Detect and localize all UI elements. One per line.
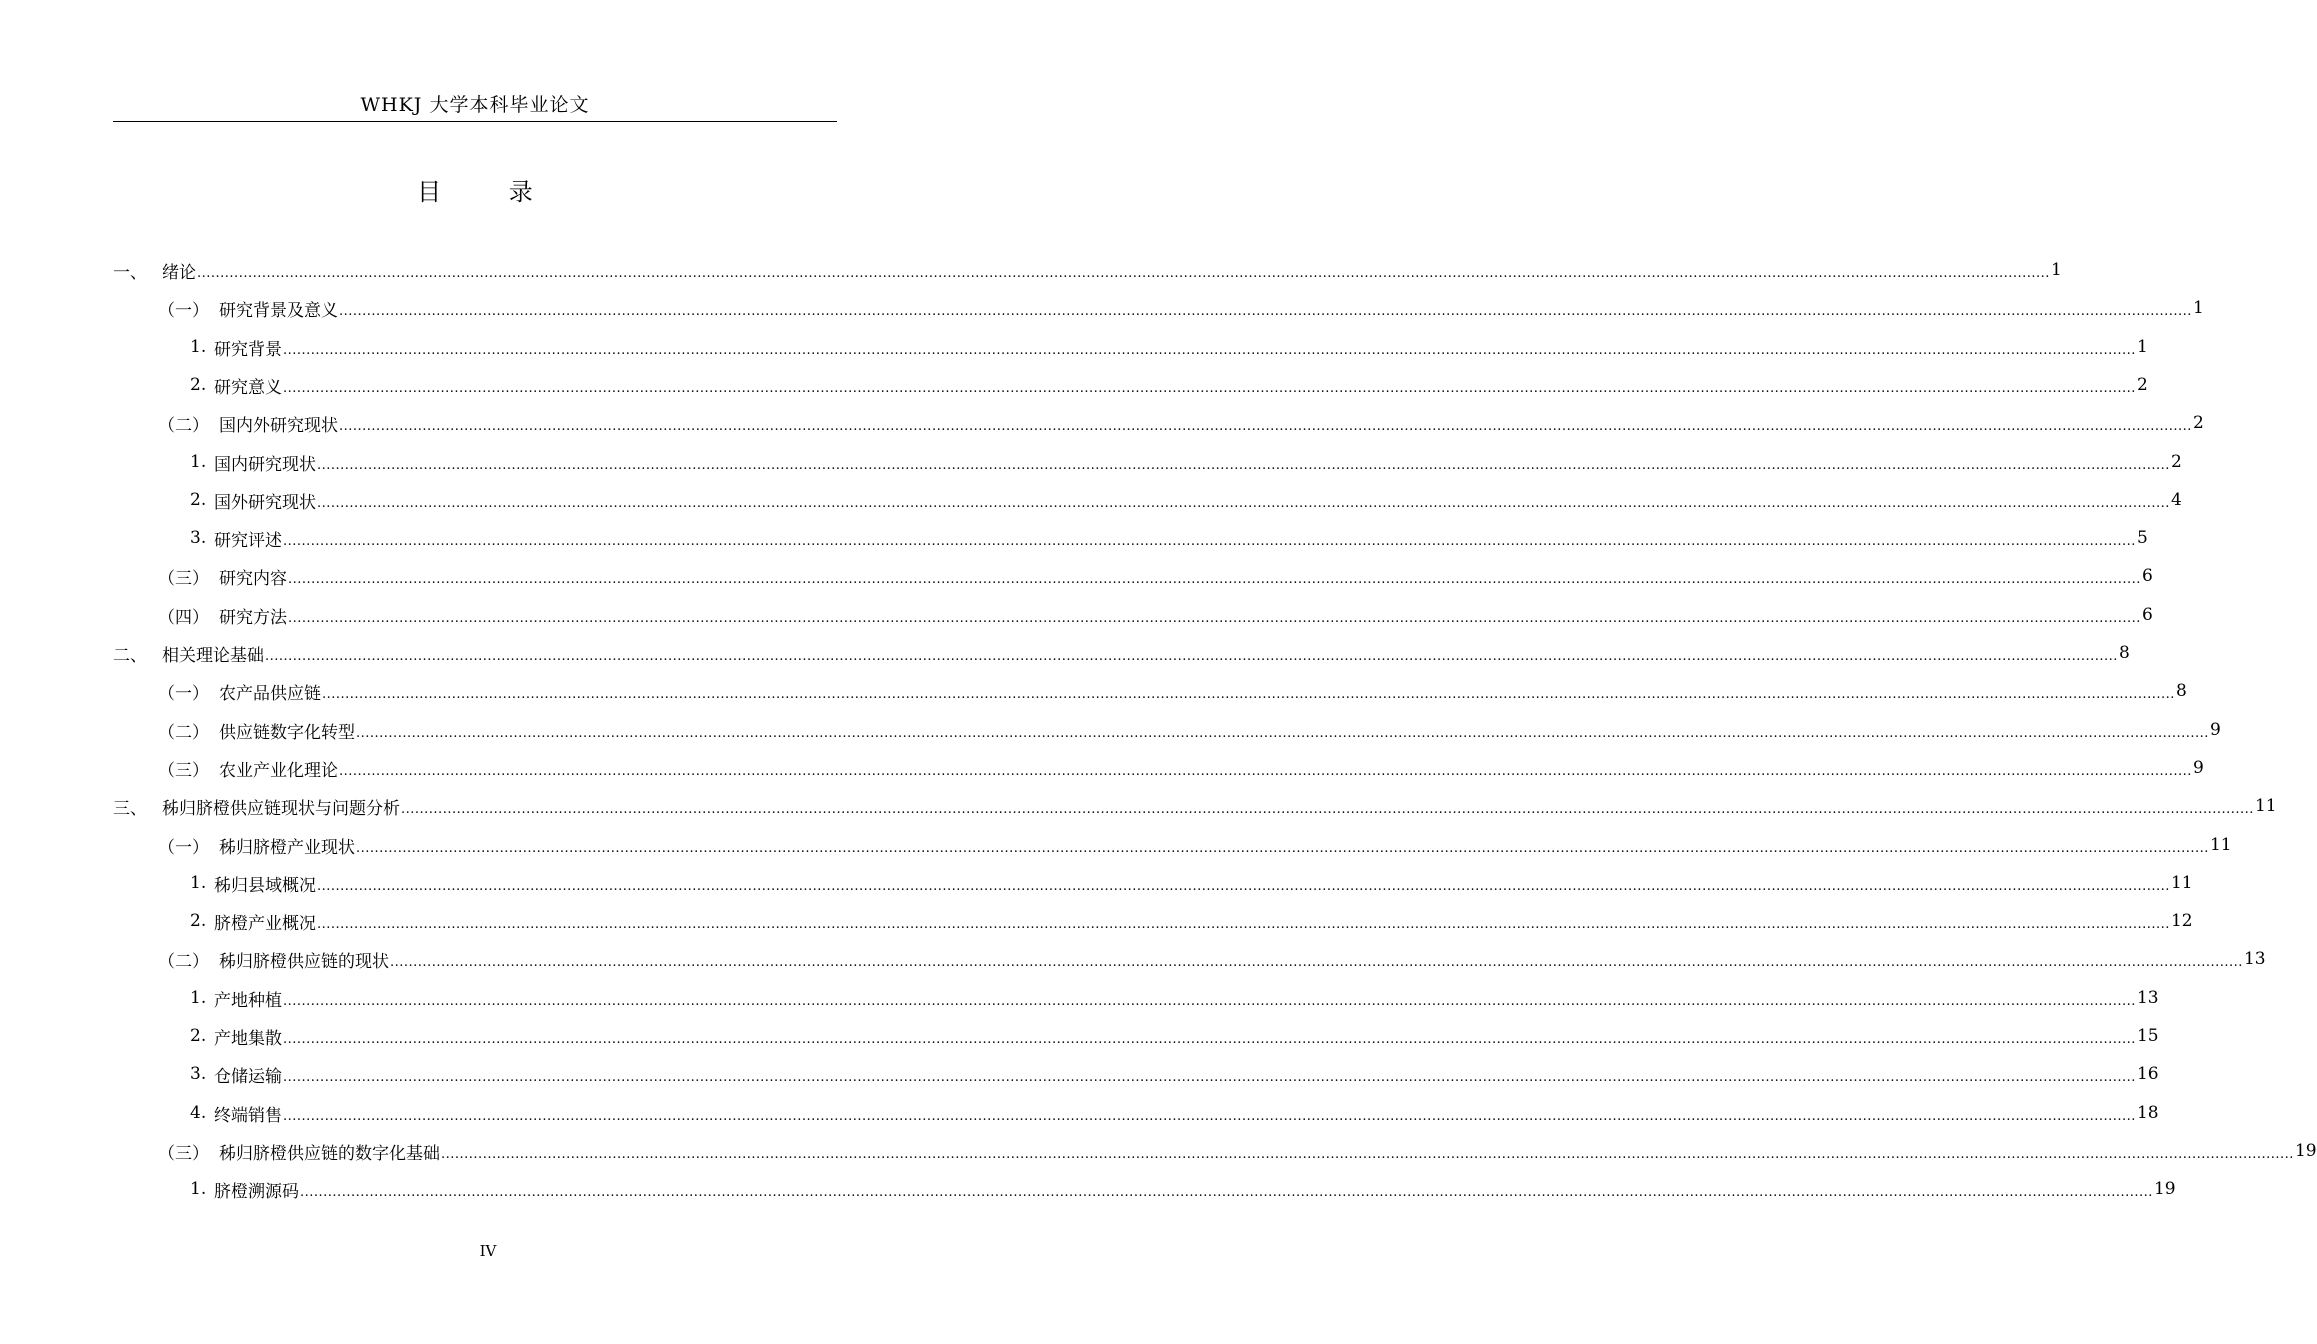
- toc-entry[interactable]: [158, 826, 2232, 864]
- toc-entry-number: 一、: [113, 262, 147, 283]
- toc-entry[interactable]: [113, 251, 2062, 289]
- toc-entry-page: 13: [2136, 988, 2159, 1008]
- toc-entry[interactable]: [158, 749, 2204, 787]
- toc-entry-number: （三）: [158, 568, 209, 589]
- toc-entry[interactable]: [190, 1094, 2159, 1132]
- toc-dot-leader: ................................................................................................................................................................................................................................................................................................................................................................................................................: [283, 993, 2136, 1009]
- toc-entry[interactable]: [158, 557, 2153, 595]
- page-number: IV: [479, 1242, 497, 1260]
- toc-entry[interactable]: [158, 672, 2187, 710]
- toc-entry[interactable]: [158, 711, 2221, 749]
- toc-entry-page: 4: [2170, 490, 2182, 510]
- toc-entry-number: 1.: [190, 873, 207, 893]
- toc-dot-leader: ................................................................................................................................................................................................................................................................................................................................................................................................................: [322, 686, 2175, 702]
- toc-dot-leader: ................................................................................................................................................................................................................................................................................................................................................................................................................: [265, 648, 2118, 664]
- toc-entry[interactable]: [190, 979, 2159, 1017]
- toc-entry-page: 15: [2136, 1026, 2159, 1046]
- toc-entry-page: 1: [2050, 260, 2062, 280]
- toc-entry[interactable]: [158, 404, 2204, 442]
- toc-dot-leader: ................................................................................................................................................................................................................................................................................................................................................................................................................: [283, 533, 2136, 549]
- toc-entry-label: 国内外研究现状: [219, 415, 338, 436]
- toc-entry-label: 国内研究现状: [214, 454, 316, 475]
- toc-entry-label: 终端销售: [214, 1105, 282, 1126]
- toc-entry-number: 4.: [190, 1103, 207, 1123]
- toc-entry[interactable]: [158, 940, 2266, 978]
- toc-entry-label: 研究评述: [214, 530, 282, 551]
- toc-entry-label: 脐橙溯源码: [214, 1181, 299, 1202]
- toc-entry-label: 仓储运输: [214, 1066, 282, 1087]
- toc-entry-label: 研究背景: [214, 339, 282, 360]
- toc-entry-label: 供应链数字化转型: [219, 722, 355, 743]
- toc-dot-leader: ................................................................................................................................................................................................................................................................................................................................................................................................................: [339, 418, 2192, 434]
- toc-entry-page: 8: [2175, 681, 2187, 701]
- toc-entry-page: 2: [2170, 452, 2182, 472]
- toc-dot-leader: ................................................................................................................................................................................................................................................................................................................................................................................................................: [339, 303, 2192, 319]
- toc-entry-label: 相关理论基础: [162, 645, 264, 666]
- toc-entry-number: 3.: [190, 528, 207, 548]
- toc-entry-number: 二、: [113, 645, 147, 666]
- toc-entry-label: 产地集散: [214, 1028, 282, 1049]
- toc-entry-page: 2: [2192, 413, 2204, 433]
- toc-entry-number: 2.: [190, 911, 207, 931]
- toc-dot-leader: ................................................................................................................................................................................................................................................................................................................................................................................................................: [288, 610, 2141, 626]
- toc-dot-leader: ................................................................................................................................................................................................................................................................................................................................................................................................................: [339, 763, 2192, 779]
- toc-entry-number: 三、: [113, 798, 147, 819]
- toc-entry[interactable]: [158, 289, 2204, 327]
- toc-entry-label: 研究背景及意义: [219, 300, 338, 321]
- header-rule: [113, 121, 837, 122]
- toc-entry-number: （一）: [158, 683, 209, 704]
- toc-entry-number: （三）: [158, 760, 209, 781]
- toc-entry-number: 2.: [190, 375, 207, 395]
- toc-entry-page: 9: [2209, 720, 2221, 740]
- toc-dot-leader: ................................................................................................................................................................................................................................................................................................................................................................................................................: [300, 1184, 2153, 1200]
- toc-entry-label: 农产品供应链: [219, 683, 321, 704]
- toc-entry-label: 脐橙产业概况: [214, 913, 316, 934]
- toc-entry-label: 国外研究现状: [214, 492, 316, 513]
- toc-dot-leader: ................................................................................................................................................................................................................................................................................................................................................................................................................: [317, 878, 2170, 894]
- toc-entry-page: 1: [2192, 298, 2204, 318]
- toc-entry-number: 2.: [190, 490, 207, 510]
- toc-entry-label: 秭归脐橙供应链的数字化基础: [219, 1143, 440, 1164]
- toc-entry[interactable]: [190, 328, 2148, 366]
- toc-entry-page: 11: [2209, 835, 2232, 855]
- toc-entry-number: （三）: [158, 1143, 209, 1164]
- toc-entry-page: 6: [2141, 605, 2153, 625]
- toc-dot-leader: ................................................................................................................................................................................................................................................................................................................................................................................................................: [441, 1146, 2294, 1162]
- toc-dot-leader: ................................................................................................................................................................................................................................................................................................................................................................................................................: [390, 954, 2243, 970]
- toc-entry-number: （二）: [158, 415, 209, 436]
- toc-entry-number: 3.: [190, 1064, 207, 1084]
- toc-entry-number: （二）: [158, 951, 209, 972]
- toc-entry-number: （一）: [158, 300, 209, 321]
- toc-entry-number: 1.: [190, 337, 207, 357]
- toc-entry-label: 农业产业化理论: [219, 760, 338, 781]
- toc-dot-leader: ................................................................................................................................................................................................................................................................................................................................................................................................................: [356, 840, 2209, 856]
- toc-entry-page: 1: [2136, 337, 2148, 357]
- toc-dot-leader: ................................................................................................................................................................................................................................................................................................................................................................................................................: [283, 342, 2136, 358]
- toc-entry[interactable]: [113, 787, 2277, 825]
- toc-entry-page: 8: [2118, 643, 2130, 663]
- toc-dot-leader: ................................................................................................................................................................................................................................................................................................................................................................................................................: [317, 495, 2170, 511]
- toc-entry[interactable]: [190, 864, 2193, 902]
- toc-entry[interactable]: [113, 634, 2130, 672]
- toc-entry-page: 11: [2170, 873, 2193, 893]
- toc-entry-number: 1.: [190, 988, 207, 1008]
- toc-dot-leader: ................................................................................................................................................................................................................................................................................................................................................................................................................: [401, 801, 2254, 817]
- toc-entry[interactable]: [190, 481, 2182, 519]
- toc-dot-leader: ................................................................................................................................................................................................................................................................................................................................................................................................................: [317, 916, 2170, 932]
- toc-entry-page: 2: [2136, 375, 2148, 395]
- toc-entry[interactable]: [190, 443, 2182, 481]
- toc-entry-page: 12: [2170, 911, 2193, 931]
- toc-entry[interactable]: [190, 519, 2148, 557]
- toc-dot-leader: ................................................................................................................................................................................................................................................................................................................................................................................................................: [356, 725, 2209, 741]
- toc-entry-page: 19: [2153, 1179, 2176, 1199]
- toc-title: 目 录: [417, 178, 563, 206]
- toc-entry-label: 绪论: [162, 262, 196, 283]
- toc-entry-page: 13: [2243, 949, 2266, 969]
- toc-entry-number: （二）: [158, 722, 209, 743]
- toc-entry-label: 秭归脐橙供应链的现状: [219, 951, 389, 972]
- toc-entry-number: 1.: [190, 1179, 207, 1199]
- toc-dot-leader: ................................................................................................................................................................................................................................................................................................................................................................................................................: [317, 457, 2170, 473]
- toc-entry-label: 秭归脐橙供应链现状与问题分析: [162, 798, 400, 819]
- toc-dot-leader: ................................................................................................................................................................................................................................................................................................................................................................................................................: [288, 571, 2141, 587]
- toc-entry-page: 11: [2254, 796, 2277, 816]
- toc-entry-page: 9: [2192, 758, 2204, 778]
- toc-entry-page: 19: [2294, 1141, 2317, 1161]
- toc-dot-leader: ................................................................................................................................................................................................................................................................................................................................................................................................................: [283, 1108, 2136, 1124]
- toc-entry-label: 研究方法: [219, 607, 287, 628]
- toc-entry-number: （四）: [158, 607, 209, 628]
- toc-entry-page: 16: [2136, 1064, 2159, 1084]
- toc-dot-leader: ................................................................................................................................................................................................................................................................................................................................................................................................................: [283, 1031, 2136, 1047]
- page-header: WHKJ 大学本科毕业论文: [360, 94, 590, 116]
- toc-entry[interactable]: [190, 1170, 2176, 1208]
- toc-entry-page: 6: [2141, 566, 2153, 586]
- toc-entry[interactable]: [190, 366, 2148, 404]
- toc-entry-page: 18: [2136, 1103, 2159, 1123]
- toc-entry-label: 研究意义: [214, 377, 282, 398]
- toc-entry-label: 研究内容: [219, 568, 287, 589]
- toc-dot-leader: ................................................................................................................................................................................................................................................................................................................................................................................................................: [197, 265, 2050, 281]
- toc-dot-leader: ................................................................................................................................................................................................................................................................................................................................................................................................................: [283, 380, 2136, 396]
- toc-entry-page: 5: [2136, 528, 2148, 548]
- toc-entry[interactable]: [190, 902, 2193, 940]
- toc-entry-number: 1.: [190, 452, 207, 472]
- toc-entry[interactable]: [158, 1132, 2317, 1170]
- toc-entry-number: （一）: [158, 837, 209, 858]
- toc-entry-number: 2.: [190, 1026, 207, 1046]
- toc-entry-label: 产地种植: [214, 990, 282, 1011]
- toc-entry[interactable]: [190, 1017, 2159, 1055]
- toc-dot-leader: ................................................................................................................................................................................................................................................................................................................................................................................................................: [283, 1069, 2136, 1085]
- toc-entry-label: 秭归县域概况: [214, 875, 316, 896]
- toc-entry-label: 秭归脐橙产业现状: [219, 837, 355, 858]
- toc-entry[interactable]: [158, 596, 2153, 634]
- toc-entry[interactable]: [190, 1055, 2159, 1093]
